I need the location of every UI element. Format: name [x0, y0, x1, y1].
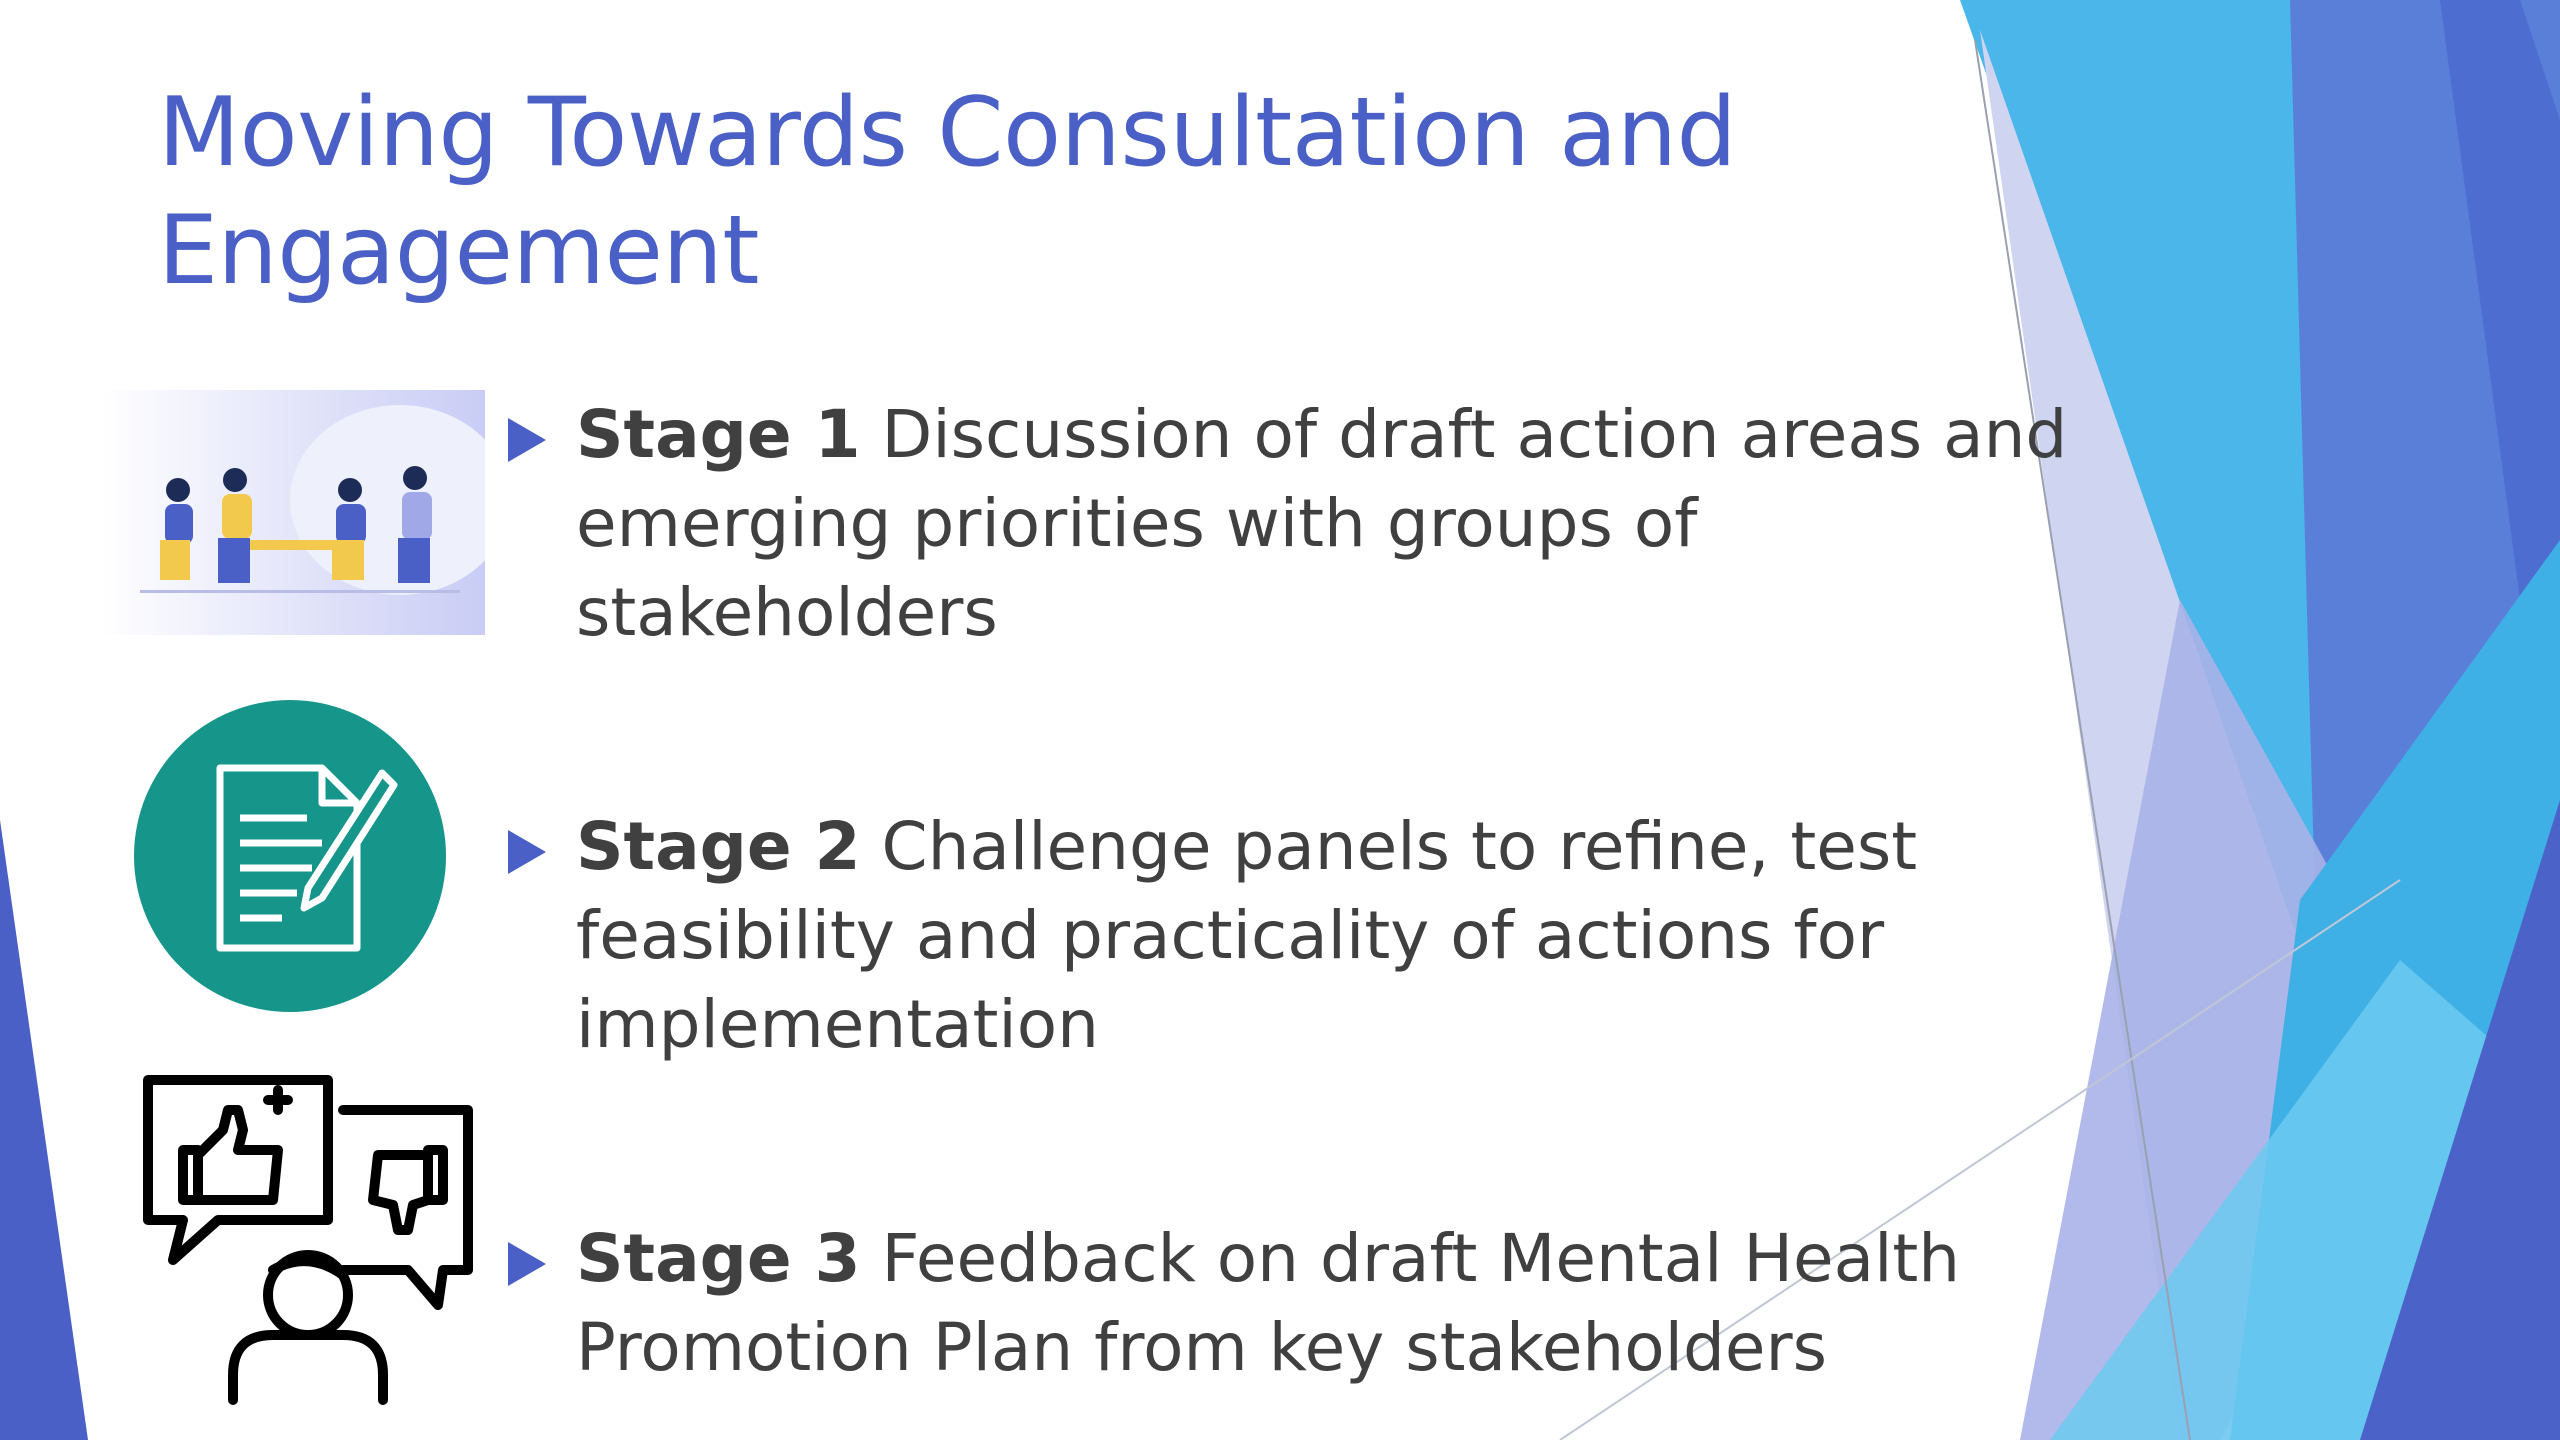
stage-1-line-2: emerging priorities with groups of — [576, 485, 1698, 562]
stage-1-bullet — [500, 390, 2068, 657]
meeting-people-icon — [100, 390, 485, 635]
title-line-2: Engagement — [158, 196, 759, 306]
left-edge-shape — [0, 820, 88, 1440]
bullet-arrow-icon — [508, 418, 546, 462]
document-pencil-icon — [132, 698, 448, 1014]
stage-3-label: Stage 3 — [576, 1220, 861, 1297]
stage-1-line-1 — [576, 390, 2068, 479]
stage-1-line-1-rest: Discussion of draft action areas and — [881, 396, 2068, 473]
feedback-thumbs-icon — [138, 1070, 478, 1405]
stage-3-line-1 — [576, 1214, 2060, 1303]
stage-2-line-1-rest: Challenge panels to refine, test — [881, 808, 1918, 885]
bullet-arrow-icon — [508, 830, 546, 874]
bullet-arrow-icon — [508, 1242, 546, 1286]
stage-2-text — [576, 802, 2060, 1069]
stage-3-text — [576, 1214, 2060, 1392]
stage-1-line-3: stakeholders — [576, 574, 998, 651]
stage-3-line-2: Promotion Plan from key stakeholders — [576, 1309, 1828, 1386]
stage-3-bullet — [500, 1214, 2060, 1392]
stage-2-label: Stage 2 — [576, 808, 861, 885]
slide-title — [158, 74, 1778, 310]
stage-1-text — [576, 390, 2068, 657]
stage-2-line-2: feasibility and practicality of actions for — [576, 897, 1885, 974]
stage-2-bullet — [500, 802, 2060, 1069]
stage-3-line-1-rest: Feedback on draft Mental Health — [881, 1220, 1961, 1297]
stage-1-label: Stage 1 — [576, 396, 861, 473]
stage-2-line-3: implementation — [576, 986, 1099, 1063]
stage-2-line-1 — [576, 802, 2060, 891]
title-line-1: Moving Towards Consultation and — [158, 78, 1737, 188]
